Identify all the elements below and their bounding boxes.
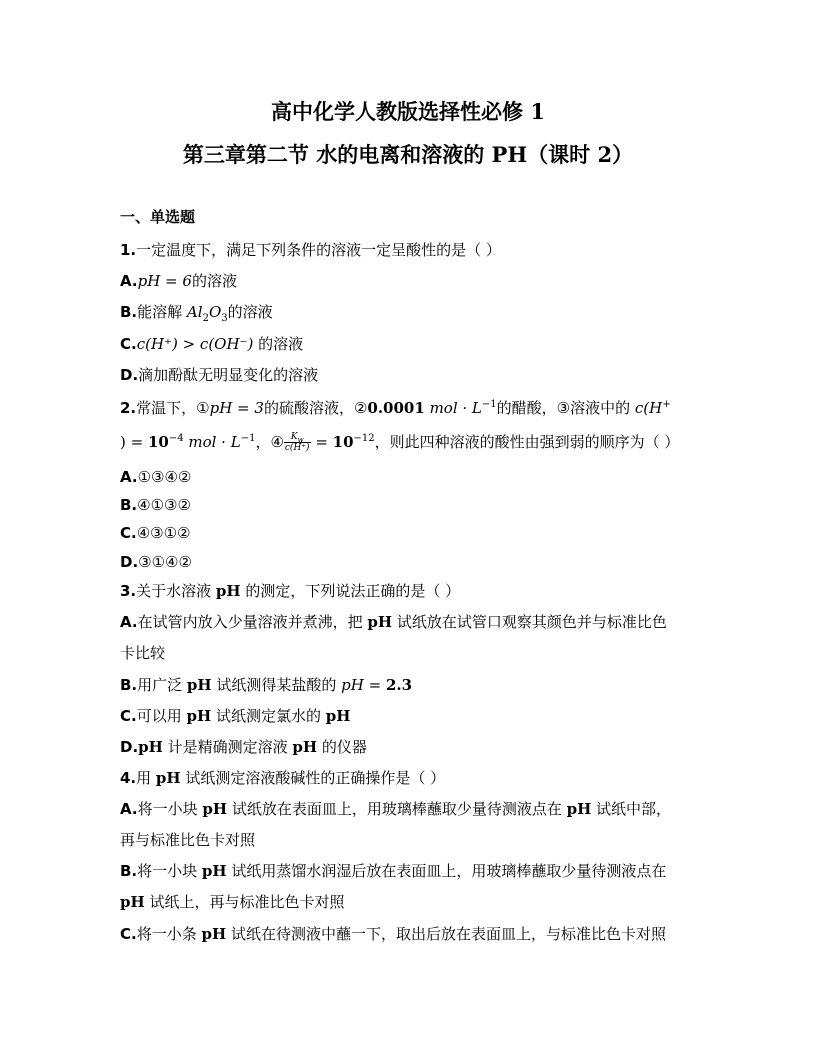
option-text: 试纸放在表面皿上，用玻璃棒蘸取少量待测液点在 (227, 800, 567, 818)
math-symbol: O (208, 303, 222, 321)
question-2-stem-line-1 (120, 398, 671, 418)
option-label: D. (120, 553, 139, 571)
option-text: 能溶解 (137, 303, 187, 321)
question-2-stem-line-2 (120, 432, 679, 453)
math-expression: c(H (634, 399, 663, 417)
option-text: ④③①② (136, 524, 191, 542)
question-1-stem (120, 240, 501, 260)
document-title: 高中化学人教版选择性必修 1 (271, 99, 545, 124)
option-text: 的仪器 (317, 738, 367, 756)
question-text: 的测定，下列说法正确的是（ ） (240, 582, 461, 600)
question-4-option-a-line-2: 再与标准比色卡对照 (120, 831, 256, 849)
math-superscript: −1 (481, 399, 497, 410)
question-3-option-a-line-1 (120, 612, 667, 632)
question-3-option-c (120, 706, 350, 726)
option-text: 的溶液 (253, 335, 304, 353)
option-text: 试纸在待测液中蘸一下，取出后放在表面皿上，与标准比色卡对照 (226, 925, 666, 943)
option-label: B. (120, 496, 138, 514)
question-text: ，④ (255, 433, 284, 451)
option-text: 滴加酚酞无明显变化的溶液 (138, 366, 319, 384)
question-number: 3. (120, 582, 137, 600)
option-text: 可以用 (136, 707, 187, 725)
ph-term: pH (292, 738, 318, 756)
question-text: 用 (136, 769, 156, 787)
question-3-option-d (120, 737, 367, 757)
ph-term: pH (186, 676, 212, 694)
ph-term: pH (325, 707, 351, 725)
ph-term: pH (202, 800, 228, 818)
option-text: 试纸放在试管口观察其颜色并与标准比色 (392, 613, 667, 631)
option-text: 将一小块 (137, 800, 203, 818)
question-text: 试纸测定溶液酸碱性的正确操作是（ ） (180, 769, 446, 787)
question-2-option-c (120, 523, 191, 543)
option-text: 试纸测得某盐酸的 (211, 676, 342, 694)
ph-term: pH (138, 738, 163, 756)
option-label: C. (120, 335, 137, 353)
question-1-option-b (120, 302, 273, 322)
ph-term: pH (201, 925, 227, 943)
math-number: 10 (332, 433, 354, 451)
option-text: 的溶液 (191, 272, 237, 290)
math-number: 10 (147, 433, 169, 451)
question-3-stem (120, 581, 460, 601)
math-superscript: −1 (240, 433, 256, 444)
option-label: A. (120, 800, 138, 818)
fraction-numerator-subscript: w (297, 435, 304, 444)
option-text: 在试管内放入少量溶液并煮沸，把 (137, 613, 368, 631)
option-text: 试纸用蒸馏水润湿后放在表面皿上，用玻璃棒蘸取少量待测液点在 (226, 862, 667, 880)
question-4-option-b-line-2 (120, 892, 344, 912)
math-number: 0.0001 (367, 399, 425, 417)
math-expression: c(H⁺) > c(OH⁻) (136, 335, 254, 353)
math-superscript: −4 (168, 433, 184, 444)
math-fraction (284, 432, 311, 453)
question-2-option-d (120, 552, 192, 572)
math-expression: pH = 3 (209, 399, 264, 417)
option-text: 将一小块 (137, 862, 202, 880)
question-1-option-d (120, 365, 318, 385)
option-text: 试纸中部， (591, 800, 672, 818)
option-text: 的溶液 (227, 303, 273, 321)
ph-term: pH (120, 893, 145, 911)
section-heading: 一、单选题 (120, 208, 196, 226)
question-text: ，则此四种溶液的酸性由强到弱的顺序为（ ） (374, 433, 680, 451)
math-subscript: 3 (221, 313, 228, 324)
question-text: 一定温度下，满足下列条件的溶液一定呈酸性的是（ ） (136, 241, 501, 259)
option-text: ③①④② (138, 553, 192, 571)
question-number: 4. (120, 769, 137, 787)
math-superscript: −12 (353, 433, 375, 444)
option-label: A. (120, 272, 138, 290)
question-3-option-b (120, 675, 412, 695)
math-expression: pH = (341, 676, 386, 694)
question-text: 关于水溶液 (136, 582, 216, 600)
option-text: 用广泛 (137, 676, 187, 694)
question-3-option-a-line-2: 卡比较 (120, 644, 166, 662)
question-2-option-b (120, 495, 191, 515)
option-label: B. (120, 862, 138, 880)
question-text: 常温下，① (136, 399, 210, 417)
math-superscript: + (662, 399, 671, 410)
option-label: C. (120, 524, 137, 542)
option-label: B. (120, 676, 138, 694)
option-label: B. (120, 303, 138, 321)
ph-term: pH (566, 800, 592, 818)
ph-term: pH (367, 613, 393, 631)
option-label: C. (120, 925, 137, 943)
question-number: 1. (120, 241, 137, 259)
option-text: ①③④② (137, 468, 192, 486)
option-label: D. (120, 366, 139, 384)
option-label: A. (120, 613, 138, 631)
option-text: 计是精确测定溶液 (162, 738, 293, 756)
math-unit: mol · L (183, 433, 241, 451)
math-symbol: Al (186, 303, 203, 321)
option-text: 试纸上，再与标准比色卡对照 (144, 893, 345, 911)
math-unit: mol · L (424, 399, 482, 417)
math-expression: = (310, 433, 333, 451)
option-text: 试纸测定氯水的 (211, 707, 326, 725)
question-1-option-c (120, 334, 303, 354)
ph-term: pH (155, 769, 181, 787)
ph-term: pH (215, 582, 241, 600)
math-expression: pH = 6 (137, 272, 192, 290)
ph-term: pH (201, 862, 227, 880)
option-text: 将一小条 (136, 925, 202, 943)
question-1-option-a (120, 271, 237, 291)
option-text: ④①③② (137, 496, 191, 514)
question-text: 的醋酸，③溶液中的 (496, 399, 635, 417)
option-label: C. (120, 707, 137, 725)
fraction-numerator: K (290, 432, 298, 442)
question-2-option-a (120, 467, 191, 487)
fraction-denominator: c(H⁺) (284, 443, 310, 453)
question-4-option-b-line-1 (120, 861, 666, 881)
question-4-stem (120, 768, 445, 788)
option-label: A. (120, 468, 138, 486)
document-subtitle: 第三章第二节 水的电离和溶液的 PH（课时 2） (182, 142, 634, 167)
question-number: 2. (120, 399, 137, 417)
ph-term: pH (186, 707, 212, 725)
option-label: D. (120, 738, 139, 756)
question-4-option-c (120, 924, 666, 944)
question-4-option-a-line-1 (120, 799, 671, 819)
math-subscript: 2 (202, 313, 209, 324)
question-text: 的硫酸溶液，② (263, 399, 368, 417)
math-expression: ) = (120, 433, 148, 451)
math-number: 2.3 (385, 676, 413, 694)
